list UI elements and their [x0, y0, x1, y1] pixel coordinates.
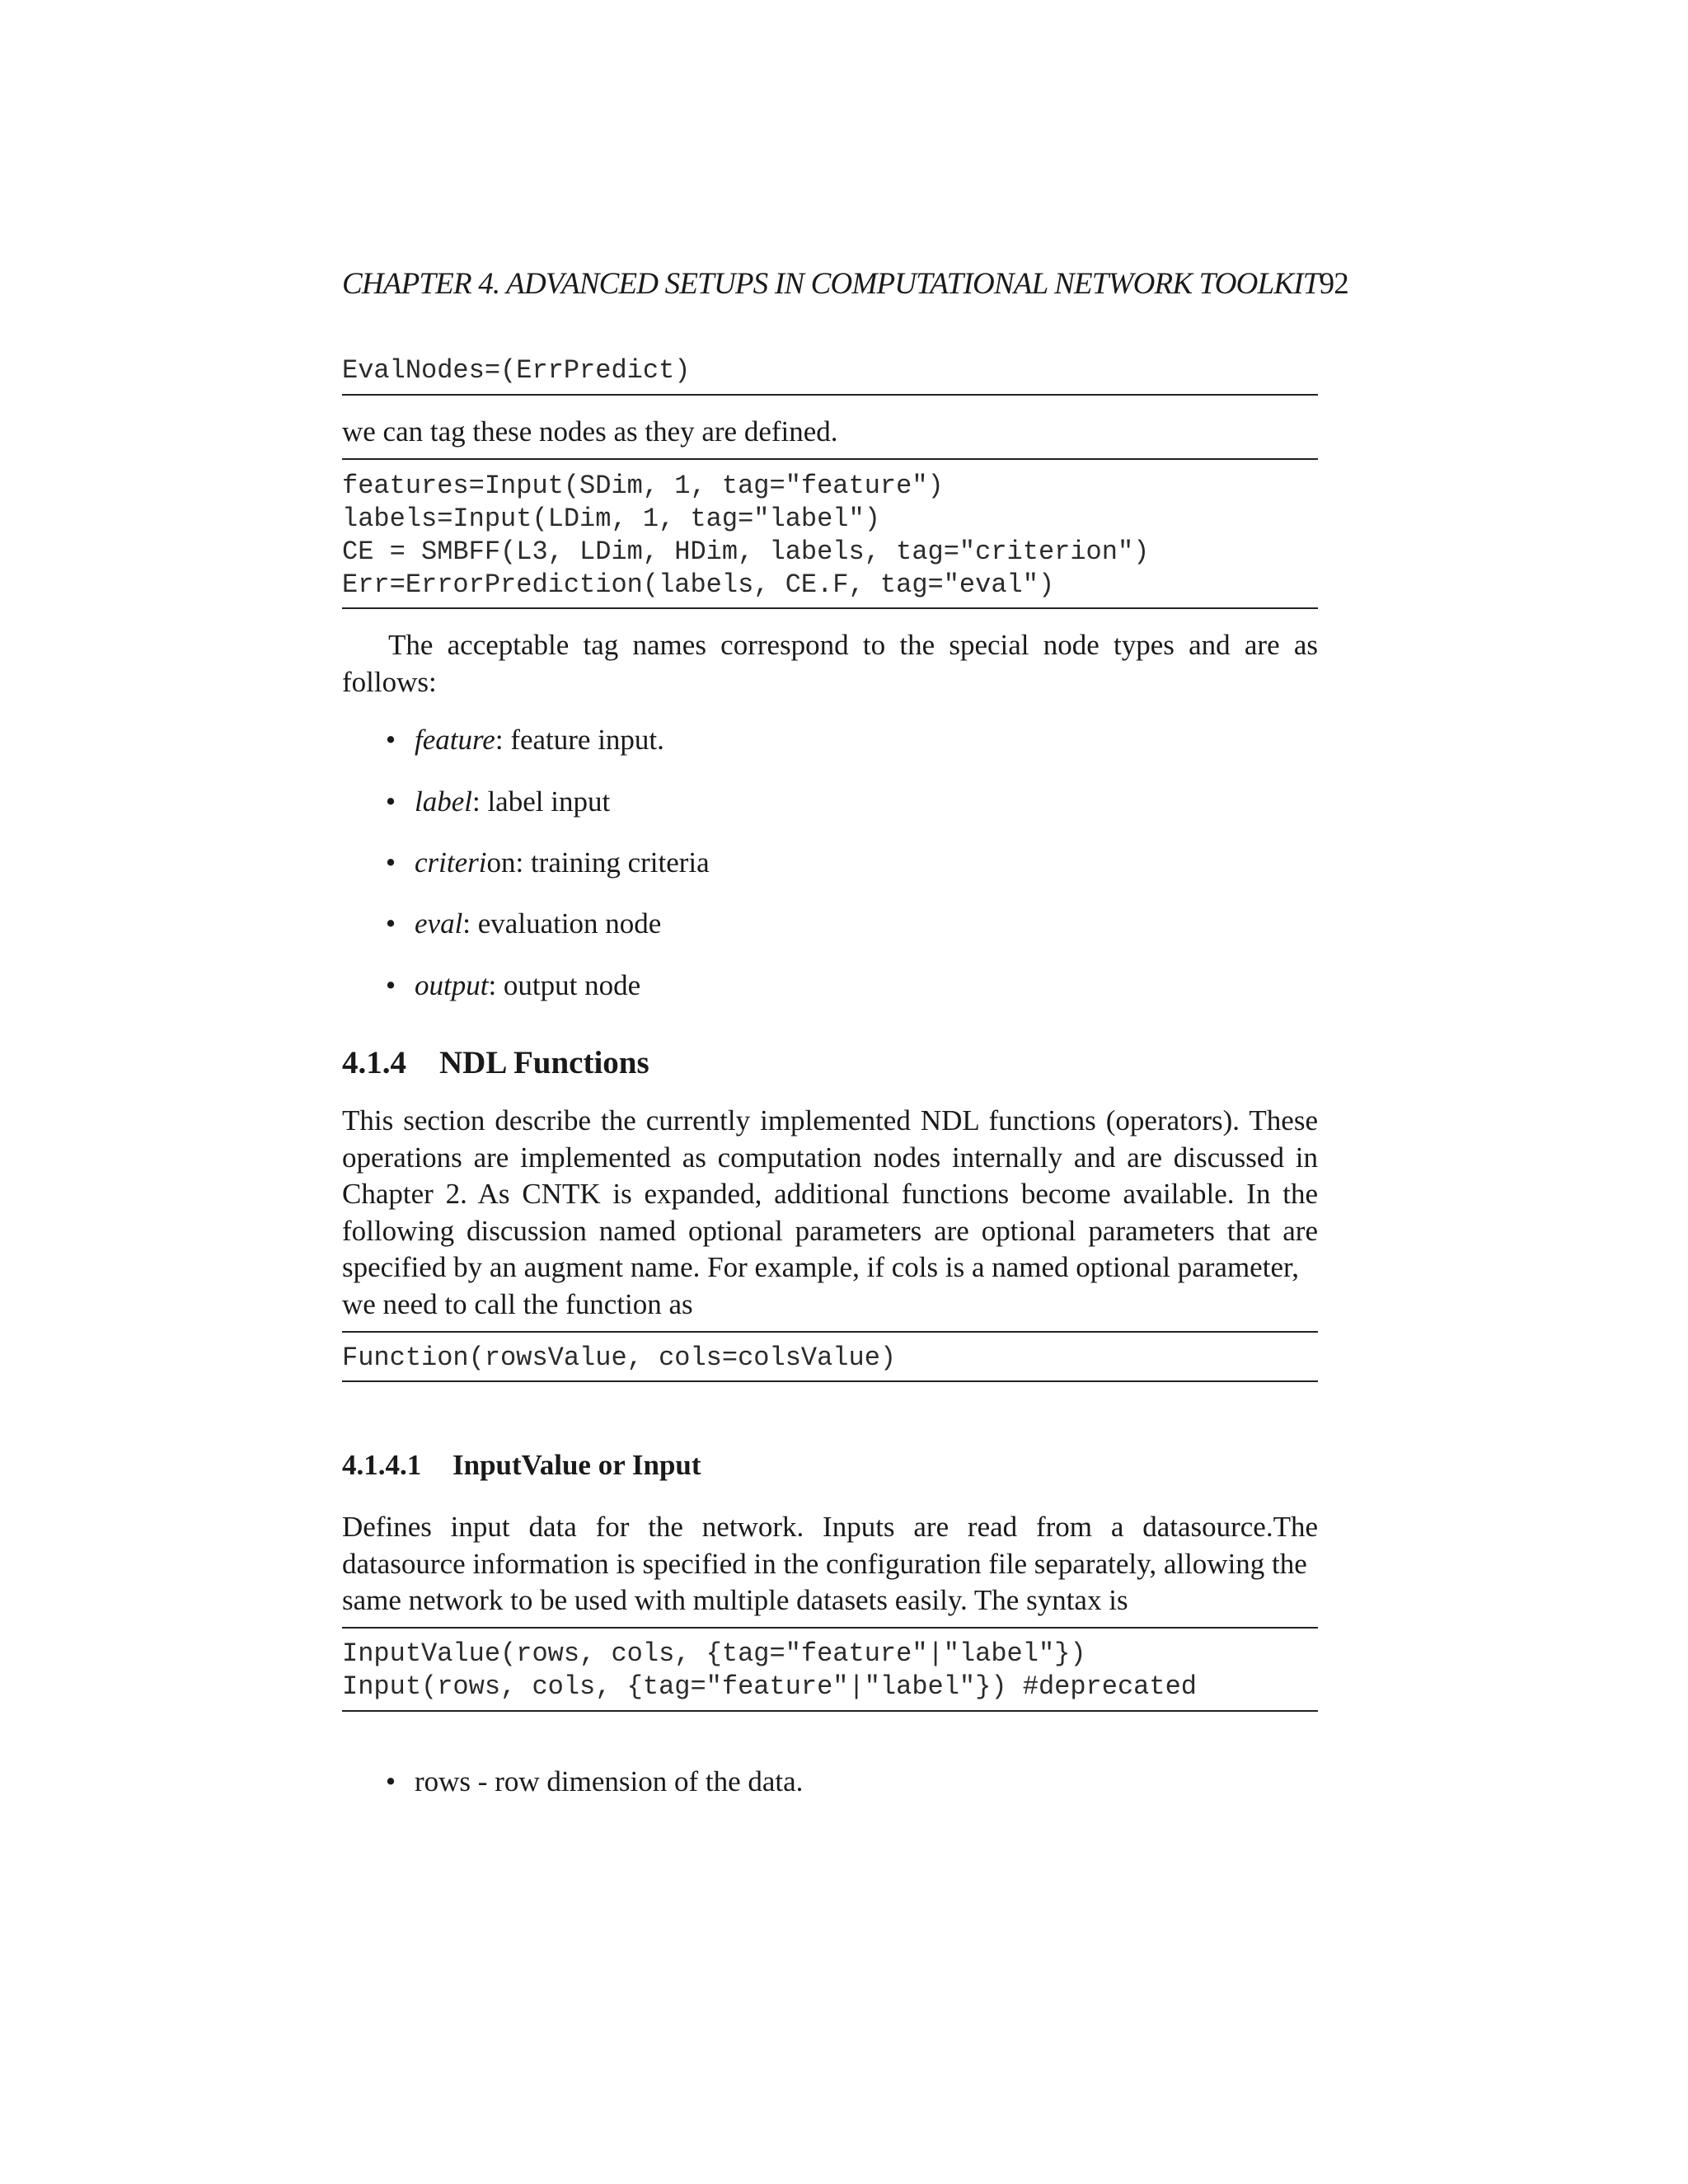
code-rule-top [342, 1627, 1318, 1629]
code-rule-bottom [342, 607, 1318, 609]
tag-term: feature [415, 724, 495, 756]
param-description: rows - row dimension of the data. [415, 1765, 804, 1797]
code-block-tagged-nodes: features=Input(SDim, 1, tag="feature") labels=Input(LDim, 1, tag="label") CE = SMBFF(L3, LDim, HDim, labels, tag="criterion") Err=ErrorPrediction(labels, CE.F, tag="eval") [342, 471, 1150, 600]
code-rule-bottom [342, 1380, 1318, 1382]
code-block-input-syntax: InputValue(rows, cols, {tag="feature"|"label"}) Input(rows, cols, {tag="feature"|"label"}) #deprecated [342, 1638, 1197, 1702]
subsection-number: 4.1.4.1 [342, 1449, 422, 1481]
chapter-title: CHAPTER 4. ADVANCED SETUPS IN COMPUTATIONAL NETWORK TOOLKIT [342, 267, 1320, 301]
tag-description: : feature input. [495, 724, 664, 756]
code-block-function-call: Function(rowsValue, cols=colsValue) [342, 1343, 897, 1373]
tag-term: label [415, 785, 472, 818]
tag-term: eval [415, 907, 463, 940]
paragraph-input-definition-last: same network to be used with multiple datasets easily. The syntax is [342, 1584, 1128, 1616]
bullet-icon: • [385, 785, 396, 818]
tag-description: : label input [471, 785, 611, 818]
page-number: 92 [1319, 267, 1348, 301]
section-heading [342, 1044, 649, 1081]
bullet-icon: • [385, 1765, 396, 1797]
running-header [342, 265, 1414, 303]
tag-term: criteri [415, 846, 487, 879]
section-number: 4.1.4 [342, 1045, 406, 1080]
tag-description: : output node [488, 969, 641, 1001]
tag-description: : evaluation node [462, 907, 662, 940]
bullet-icon: • [385, 969, 396, 1001]
code-rule-top [342, 458, 1318, 460]
bullet-icon: • [385, 724, 396, 756]
bullet-icon: • [385, 846, 396, 879]
code-block-evalnodes: EvalNodes=(ErrPredict) [342, 355, 691, 386]
subsection-heading [342, 1449, 701, 1482]
subsection-title: InputValue or Input [452, 1449, 701, 1481]
paragraph-tag-names: The acceptable tag names correspond to the special node types and are as follows: [342, 629, 1318, 698]
code-rule-bottom [342, 394, 1318, 396]
paragraph-ndl-functions: This section describe the currently implemented NDL functions (operators). These operations are implemented as computation nodes internally and are discussed in Chapter 2. As CNTK is expanded, additional functions become available. In the following discussion named optional parameters are optional parameters that are specified by an augment name. For example, if cols is a named optional parameter, [342, 1104, 1318, 1283]
paragraph-tag-intro: we can tag these nodes as they are defined. [342, 415, 838, 448]
section-title: NDL Functions [439, 1045, 649, 1080]
code-rule-top [342, 1331, 1318, 1333]
bullet-icon: • [385, 907, 396, 940]
code-rule-bottom [342, 1710, 1318, 1712]
paragraph-input-definition: Defines input data for the network. Inputs are read from a datasource.The datasource information is specified in the configuration file separately, allowing the [342, 1511, 1318, 1580]
paragraph-ndl-functions-last: we need to call the function as [342, 1288, 693, 1320]
tag-term: output [415, 969, 489, 1001]
tag-term-rest: on [486, 846, 516, 879]
tag-description: : training criteria [515, 846, 710, 879]
